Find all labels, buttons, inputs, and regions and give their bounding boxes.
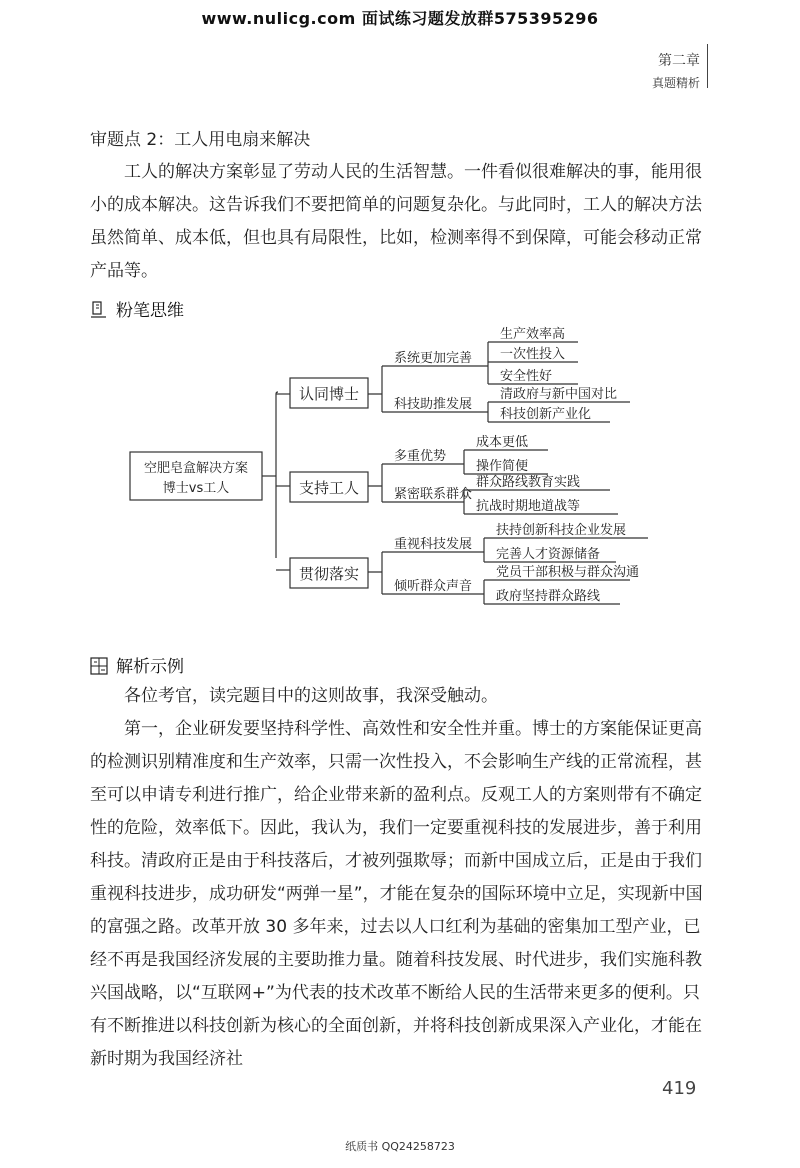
mindmap-root-line2: 博士vs工人 (162, 481, 230, 496)
sub-label: 科技助推发展 (394, 397, 473, 412)
leaf-label: 一次性投入 (500, 347, 566, 362)
leaf-label: 安全性好 (500, 369, 553, 384)
branch-label-2: 支持工人 (298, 479, 360, 497)
intro-paragraph (90, 156, 704, 288)
leaf-label: 生产效率高 (500, 327, 566, 342)
leaf-label: 成本更低 (476, 435, 529, 450)
sub-label: 重视科技发展 (394, 537, 473, 552)
leaf-label: 抗战时期地道战等 (476, 499, 581, 514)
leaf-label: 政府坚持群众路线 (496, 589, 601, 604)
branch-label-3: 贯彻落实 (298, 565, 360, 583)
leaf-label: 清政府与新中国对比 (500, 387, 618, 402)
mindmap (0, 322, 800, 622)
chapter-label: 第二章 (658, 53, 700, 69)
intro-paragraph-text: 工人的解决方案彰显了劳动人民的生活智慧。一件看似很难解决的事，能用很小的成本解决。这告诉我们不要把简单的问题复杂化。与此同时，工人的解决方法虽然简单、成本低，但也具有局限性，比如，检测率得不到保障，可能会移动正常产品等。 (90, 162, 702, 281)
leaf-label: 党员干部积极与群众沟通 (496, 565, 640, 580)
mindmap-section-title: 粉笔思维 (116, 301, 184, 321)
leaf-label: 操作简便 (476, 459, 529, 474)
leaf-label: 完善人才资源储备 (496, 547, 601, 562)
analysis-greeting: 各位考官，读完题目中的这则故事，我深受触动。 (124, 686, 498, 706)
chapter-subtitle: 真题精析 (651, 76, 700, 90)
pencil-icon (90, 301, 108, 319)
sub-label: 系统更加完善 (394, 351, 473, 366)
footer-note: 纸质书 QQ24258723 (345, 1140, 455, 1153)
top-banner: www.nulicg.com 面试练习题发放群575395296 (201, 9, 599, 28)
sub-label: 紧密联系群众 (394, 487, 473, 502)
analysis-section-heading (90, 652, 184, 677)
mindmap-root-line1: 空肥皂盒解决方案 (143, 461, 249, 476)
analysis-section-title: 解析示例 (116, 657, 184, 677)
sub-label: 倾听群众声音 (394, 579, 473, 594)
grid-icon (90, 657, 108, 675)
analysis-body (90, 680, 704, 1076)
page-number: 419 (662, 1078, 697, 1099)
leaf-label: 科技创新产业化 (500, 407, 592, 422)
leaf-label: 群众路线教育实践 (476, 475, 581, 490)
header-divider (707, 44, 708, 88)
intro-heading: 审题点 2：工人用电扇来解决 (90, 130, 311, 150)
branch-label-1: 认同博士 (298, 385, 360, 403)
leaf-label: 扶持创新科技企业发展 (496, 523, 627, 538)
analysis-paragraph: 第一，企业研发要坚持科学性、高效性和安全性并重。博士的方案能保证更高的检测识别精准度和生产效率，只需一次性投入，不会影响生产线的正常流程，甚至可以申请专利进行推广，给企业带来新的盈利点。反观工人的方案则带有不确定性的危险，效率低下。因此，我认为，我们一定要重视科技的发展进步，善于利用科技。清政府正是由于科技落后，才被列强欺辱；而新中国成立后，正是由于我们重视科技进步，成功研发“两弹一星”，才能在复杂的国际环境中立足，实现新中国的富强之路。改革开放 30 多年来，过去以人口红利为基础的密集加工型产业，已经不再是我国经济发展的主要助推力量。随着科技发展、时代进步，我们实施科教兴国战略，以“互联网+”为代表的技术改革不断给人民的生活带来更多的便利。只有不断推进以科技创新为核心的全面创新，并将科技创新成果深入产业化，才能在新时期为我国经济社 (90, 719, 703, 1069)
sub-label: 多重优势 (394, 449, 447, 464)
mindmap-section-heading (90, 296, 184, 321)
